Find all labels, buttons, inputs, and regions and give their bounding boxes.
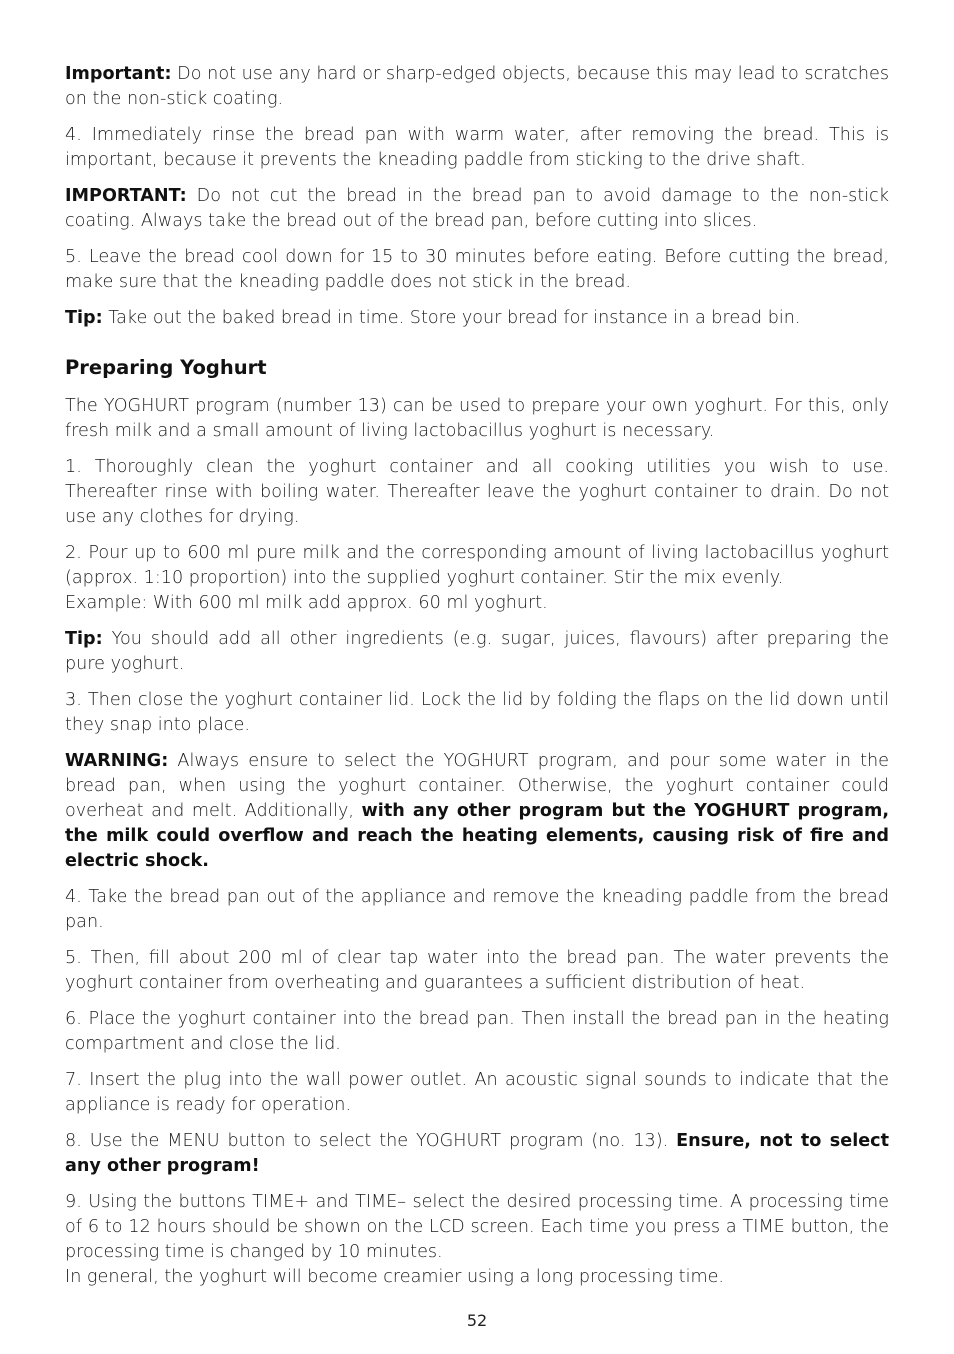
emphasis-text: Important: <box>65 64 172 84</box>
paragraph-text: Do not use any hard or sharp-edged objects, because this may lead to scratches on the non-stick coating. <box>65 64 889 109</box>
emphasis-text: Tip: <box>65 308 103 328</box>
paragraph <box>65 245 889 295</box>
paragraph <box>65 306 889 331</box>
paragraph-text: 4. Immediately rinse the bread pan with warm water, after removing the bread. This is important, because it prevents the kneading paddle from sticking to the drive shaft. <box>65 125 889 170</box>
section-heading: Preparing Yoghurt <box>65 356 267 379</box>
paragraph <box>65 394 889 444</box>
emphasis-text: WARNING: <box>65 751 169 771</box>
paragraph-text: 1. Thoroughly clean the yoghurt container and all cooking utilities you wish to use. Thereafter rinse with boiling water. Thereafter leave the yoghurt container to drain. Do not use any clothes for drying. <box>65 457 889 527</box>
paragraph <box>65 627 889 677</box>
paragraph-text: 5. Leave the bread cool down for 15 to 30 minutes before eating. Before cutting the bread, make sure that the kneading paddle does not stick in the bread. <box>65 247 889 292</box>
paragraph <box>65 62 889 112</box>
paragraph <box>65 885 889 935</box>
emphasis-text: IMPORTANT: <box>65 186 187 206</box>
emphasis-text: Tip: <box>65 629 103 649</box>
paragraph <box>65 123 889 173</box>
paragraph-text: 3. Then close the yoghurt container lid. Lock the lid by folding the flaps on the lid down until they snap into place. <box>65 690 889 735</box>
paragraph <box>65 946 889 996</box>
paragraph <box>65 1190 889 1290</box>
paragraph-text: 4. Take the bread pan out of the appliance and remove the kneading paddle from the bread pan. <box>65 887 889 932</box>
manual-page-body <box>65 62 889 1301</box>
paragraph <box>65 541 889 616</box>
page-number: 52 <box>466 1311 488 1330</box>
paragraph <box>65 688 889 738</box>
paragraph-text: 2. Pour up to 600 ml pure milk and the corresponding amount of living lactobacillus yoghurt (approx. 1:10 proportion) into the supplied yoghurt container. Stir the mix evenly. <box>65 543 889 588</box>
paragraph-text: Do not cut the bread in the bread pan to avoid damage to the non-stick coating. Always take the bread out of the bread pan, before cutting into slices. <box>65 186 889 231</box>
paragraph-extra-line: In general, the yoghurt will become creamier using a long processing time. <box>65 1267 725 1287</box>
paragraph-text: 7. Insert the plug into the wall power outlet. An acoustic signal sounds to indicate that the appliance is ready for operation. <box>65 1070 889 1115</box>
paragraph <box>65 184 889 234</box>
emphasis-text: Ensure, not to select any other program! <box>65 1131 890 1176</box>
paragraph-text: 8. Use the MENU button to select the YOGHURT program (no. 13). <box>65 1131 677 1151</box>
paragraph <box>65 1129 889 1179</box>
paragraph-text: 5. Then, fill about 200 ml of clear tap water into the bread pan. The water prevents the yoghurt container from overheating and guarantees a sufficient distribution of heat. <box>65 948 889 993</box>
paragraph-text: You should add all other ingredients (e.g. sugar, juices, flavours) after preparing the pure yoghurt. <box>65 629 889 674</box>
paragraph-text: 9. Using the buttons TIME+ and TIME– select the desired processing time. A processing time of 6 to 12 hours should be shown on the LCD screen. Each time you press a TIME button, the processing time is changed by 10 minutes. <box>65 1192 889 1262</box>
paragraph-text: 6. Place the yoghurt container into the bread pan. Then install the bread pan in the heating compartment and close the lid. <box>65 1009 889 1054</box>
paragraph <box>65 749 889 874</box>
emphasis-text: with any other program but the YOGHURT program, the milk could overflow and reach the heating elements, causing risk of fire and electric shock. <box>65 801 890 871</box>
paragraph <box>65 1007 889 1057</box>
paragraph-text: Always ensure to select the YOGHURT program, and pour some water in the bread pan, when using the yoghurt container. Otherwise, the yoghurt container could overheat and melt. Additionally, <box>65 751 889 821</box>
paragraph <box>65 1068 889 1118</box>
paragraph <box>65 455 889 530</box>
paragraph-extra-line: Example: With 600 ml milk add approx. 60 ml yoghurt. <box>65 593 548 613</box>
paragraph-text: The YOGHURT program (number 13) can be used to prepare your own yoghurt. For this, only fresh milk and a small amount of living lactobacillus yoghurt is necessary. <box>65 396 889 441</box>
paragraph-text: Take out the baked bread in time. Store your bread for instance in a bread bin. <box>102 308 801 328</box>
